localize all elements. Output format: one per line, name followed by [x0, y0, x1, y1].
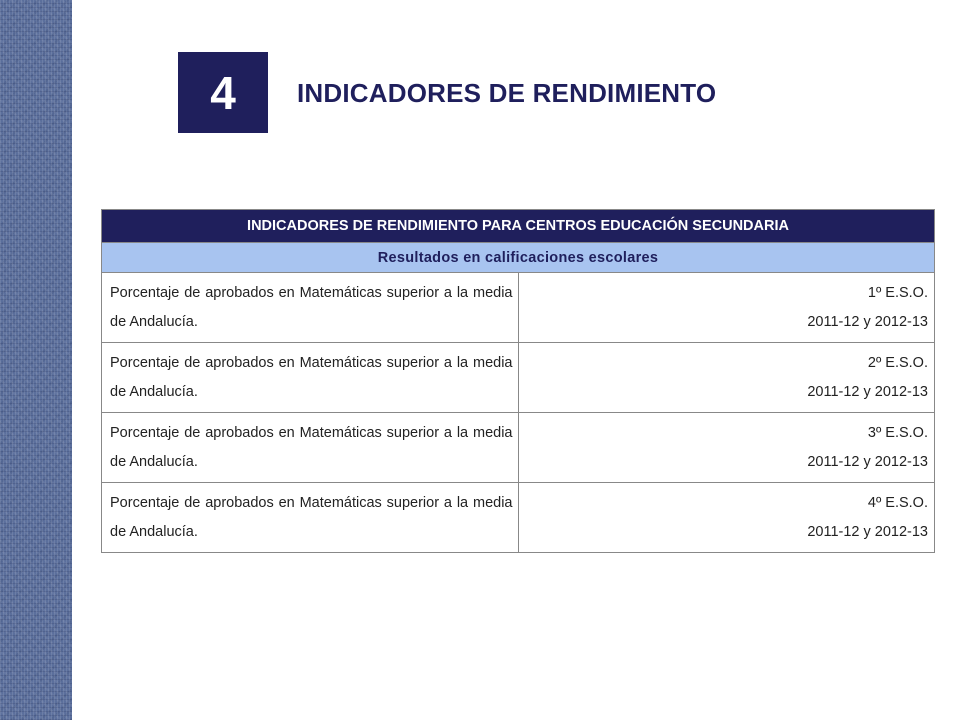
indicator-years: 2011-12 y 2012-13 — [807, 314, 928, 330]
table-row — [102, 273, 935, 343]
decorative-side-strip — [0, 0, 72, 720]
table-header: INDICADORES DE RENDIMIENTO PARA CENTROS EDUCACIÓN SECUNDARIA — [102, 210, 935, 243]
indicator-scope — [518, 273, 935, 343]
indicator-course: 4º E.S.O. — [867, 495, 928, 511]
table-row — [102, 343, 935, 413]
table-subheader: Resultados en calificaciones escolares — [102, 243, 935, 273]
section-number-badge — [178, 52, 268, 133]
table-row — [102, 413, 935, 483]
section-title: INDICADORES DE RENDIMIENTO — [297, 78, 717, 108]
indicator-years: 2011-12 y 2012-13 — [807, 384, 928, 400]
indicator-description: Porcentaje de aprobados en Matemáticas superior a la media de Andalucía. — [102, 483, 519, 553]
indicator-course: 1º E.S.O. — [867, 285, 928, 301]
indicator-course: 2º E.S.O. — [867, 355, 928, 371]
table-header-row — [102, 210, 935, 243]
indicator-description: Porcentaje de aprobados en Matemáticas superior a la media de Andalucía. — [102, 413, 519, 483]
indicators-table — [101, 209, 935, 553]
indicator-scope — [518, 483, 935, 553]
indicator-description: Porcentaje de aprobados en Matemáticas superior a la media de Andalucía. — [102, 273, 519, 343]
section-number: 4 — [210, 66, 236, 119]
table-subheader-row — [102, 243, 935, 273]
table-row — [102, 483, 935, 553]
indicator-scope — [518, 413, 935, 483]
indicator-years: 2011-12 y 2012-13 — [807, 454, 928, 470]
indicator-course: 3º E.S.O. — [867, 425, 928, 441]
indicator-scope — [518, 343, 935, 413]
indicator-description: Porcentaje de aprobados en Matemáticas superior a la media de Andalucía. — [102, 343, 519, 413]
indicator-years: 2011-12 y 2012-13 — [807, 524, 928, 540]
